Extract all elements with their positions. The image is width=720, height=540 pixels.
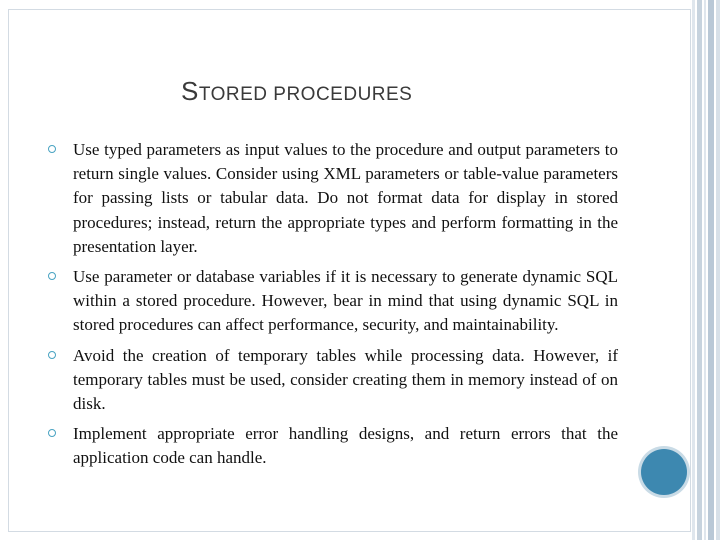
bullet-text-3: Avoid the creation of temporary tables while processing data. However, if temporary tables must be used, consider creating them in memory instead of on disk. (73, 345, 618, 414)
hollow-circle-bullet-icon (48, 351, 56, 359)
hollow-circle-bullet-icon (48, 429, 56, 437)
stripe-4 (708, 0, 714, 540)
bullet-text-1: Use typed parameters as input values to the procedure and output parameters to return single values. Consider using XML parameters or table-value parameters for passing lists or tabular data. Do not format data for display in stored procedures; instead, return the appropriate types and perform formatting in the presentation layer. (73, 140, 618, 256)
stripe-5 (716, 0, 720, 540)
bullet-text-4: Implement appropriate error handling designs, and return errors that the application code can handle. (73, 424, 618, 468)
hollow-circle-bullet-icon (48, 145, 56, 153)
stripe-1 (692, 0, 695, 540)
title-first-letter: S (181, 76, 199, 106)
title-rest: TORED PROCEDURES (198, 84, 413, 105)
bullet-text-2: Use parameter or database variables if it is necessary to generate dynamic SQL within a stored procedure. However, bear in mind that using dynamic SQL in stored procedures can affect performance, security, and maintainability. (73, 267, 618, 335)
stripe-3 (704, 0, 706, 540)
right-edge-stripes (692, 0, 720, 540)
bullet-item-3 (48, 344, 618, 417)
bullet-list (48, 138, 618, 477)
bullet-item-1 (48, 138, 618, 259)
slide-title (181, 76, 412, 107)
hollow-circle-bullet-icon (48, 272, 56, 280)
filled-circle-icon (641, 449, 687, 495)
bullet-item-4 (48, 422, 618, 470)
bullet-item-2 (48, 265, 618, 338)
stripe-2 (697, 0, 702, 540)
